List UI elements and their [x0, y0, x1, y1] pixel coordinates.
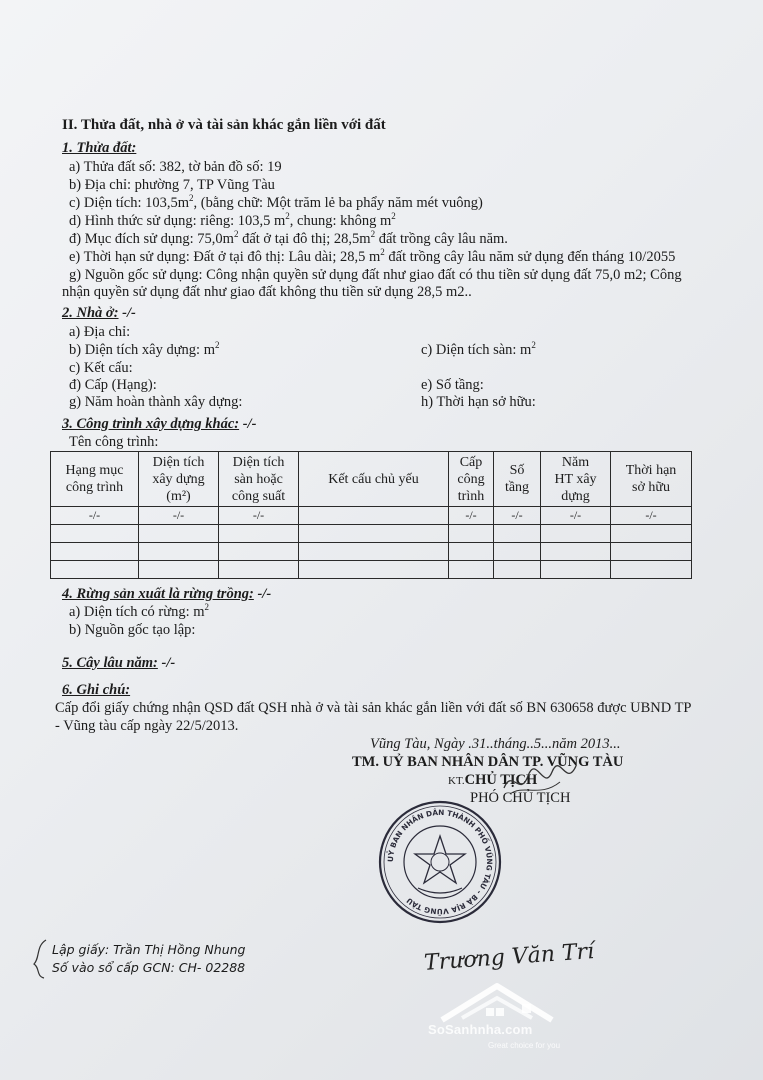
works-table-header: [51, 452, 692, 507]
table-cell: [449, 543, 494, 561]
land-item-e: e) Thời hạn sử dụng: Đất ở tại đô thị: Lâu dài; 28,5 $m^2$ đất trồng cây lâu năm sử dụng đến tháng 10/2055: [69, 247, 676, 265]
table-cell: [494, 543, 541, 561]
table-row: [51, 543, 692, 561]
watermark-tagline: Great choice for you: [488, 1041, 561, 1050]
table-cell: [139, 543, 219, 561]
col-header: Năm HT xây dựng: [541, 452, 611, 507]
table-cell: [299, 543, 449, 561]
table-cell: -/-: [541, 507, 611, 525]
works-heading-row: 3. Công trình xây dựng khác: -/-: [62, 416, 257, 432]
table-cell: [611, 525, 692, 543]
table-row: [51, 525, 692, 543]
forest-heading: 4. Rừng sản xuất là rừng trồng:: [62, 586, 254, 602]
bracket-mark-icon: [30, 936, 50, 981]
forest-item-b: b) Nguồn gốc tạo lập:: [69, 622, 196, 638]
table-cell: -/-: [494, 507, 541, 525]
signoff-title: KT.CHỦ TỊCH: [448, 772, 538, 788]
col-header: Số tầng: [494, 452, 541, 507]
land-item-b: b) Địa chỉ: phường 7, TP Vũng Tàu: [69, 177, 275, 193]
table-row: [51, 507, 692, 525]
table-cell: -/-: [449, 507, 494, 525]
works-name-label: Tên công trình:: [69, 434, 159, 450]
table-cell: [449, 525, 494, 543]
house-item-c-floor: c) Diện tích sàn: $m^2$: [421, 340, 536, 358]
table-cell: [299, 525, 449, 543]
table-cell: [51, 561, 139, 579]
svg-text:UỶ BAN NHÂN DÂN THÀNH PHỐ VŨNG: UỶ BAN NHÂN DÂN THÀNH PHỐ VŨNG TÀU - BÀ RỊA VŨNG TÀU: [385, 807, 495, 917]
watermark-brand: SoSanhnha.com: [428, 1022, 533, 1037]
signoff-subtitle: PHÓ CHỦ TỊCH: [470, 790, 571, 806]
col-header: Hạng mục công trình: [51, 452, 139, 507]
land-item-a: a) Thửa đất số: 382, tờ bản đồ số: 19: [69, 159, 282, 175]
signer-signature: Trương Văn Trí: [423, 939, 595, 976]
house-item-a: a) Địa chỉ:: [69, 324, 131, 340]
house-heading: 2. Nhà ở:: [62, 305, 119, 321]
house-item-e: e) Số tầng:: [421, 377, 484, 393]
perennial-heading: 5. Cây lâu năm:: [62, 655, 158, 671]
signoff-date: Vũng Tàu, Ngày .31..tháng..5...năm 2013...: [370, 736, 621, 752]
land-item-d: d) Hình thức sử dụng: riêng: 103,5 $m^2$, chung: không $m^2$: [69, 211, 396, 229]
house-item-c-structure: c) Kết cấu:: [69, 360, 133, 376]
house-item-g: g) Năm hoàn thành xây dựng:: [69, 394, 243, 410]
official-seal-icon: [378, 800, 502, 924]
table-cell: [449, 561, 494, 579]
table-cell: -/-: [219, 507, 299, 525]
works-heading: 3. Công trình xây dựng khác:: [62, 416, 240, 432]
table-cell: [494, 525, 541, 543]
table-cell: [299, 561, 449, 579]
house-item-b: b) Diện tích xây dựng: $m^2$: [69, 340, 220, 358]
col-header: Thời hạn sở hữu: [611, 452, 692, 507]
forest-item-a: a) Diện tích có rừng: $m^2$: [69, 602, 209, 620]
table-row: [51, 561, 692, 579]
table-cell: [51, 525, 139, 543]
house-item-h: h) Thời hạn sở hữu:: [421, 394, 536, 410]
table-cell: [541, 543, 611, 561]
col-header: Kết cấu chủ yếu: [299, 452, 449, 507]
forest-heading-row: 4. Rừng sản xuất là rừng trồng: -/-: [62, 586, 272, 602]
prepared-by: Lập giấy: Trần Thị Hồng Nhung: [52, 942, 246, 957]
house-item-d: đ) Cấp (Hạng):: [69, 377, 157, 393]
table-cell: [541, 525, 611, 543]
land-item-dd: đ) Mục đích sử dụng: $75,0m^2$ đất ở tại đô thị; $28,5m^2$ đất trồng cây lâu năm.: [69, 229, 508, 247]
table-cell: [611, 561, 692, 579]
land-item-c: c) Diện tích: $103,5m^2$, (bằng chữ: Một trăm lẻ ba phẩy năm mét vuông): [69, 193, 483, 211]
table-cell: [219, 525, 299, 543]
perennial-heading-row: 5. Cây lâu năm: -/-: [62, 655, 176, 671]
table-cell: [139, 561, 219, 579]
table-cell: [299, 507, 449, 525]
table-cell: -/-: [51, 507, 139, 525]
col-header: Diện tích sàn hoặc công suất: [219, 452, 299, 507]
notes-line-2: - Vũng tàu cấp ngày 22/5/2013.: [55, 718, 239, 734]
land-heading: 1. Thửa đất:: [62, 140, 137, 156]
table-cell: [219, 561, 299, 579]
table-cell: [494, 561, 541, 579]
col-header: Cấp công trình: [449, 452, 494, 507]
table-cell: [611, 543, 692, 561]
works-table: [50, 451, 692, 579]
notes-line-1: Cấp đổi giấy chứng nhận QSD đất QSH nhà ở và tài sản khác gắn liền với đất số BN 630658 được UBND TP: [55, 700, 692, 716]
table-cell: -/-: [139, 507, 219, 525]
table-cell: -/-: [611, 507, 692, 525]
house-heading-row: 2. Nhà ở: -/-: [62, 305, 136, 321]
register-number: Số vào sổ cấp GCN: CH- 02288: [52, 960, 246, 975]
signoff-org: TM. UỶ BAN NHÂN DÂN TP. VŨNG TÀU: [352, 754, 624, 770]
table-cell: [541, 561, 611, 579]
table-cell: [51, 543, 139, 561]
section-title: II. Thửa đất, nhà ở và tài sản khác gắn liền với đất: [62, 117, 386, 133]
table-cell: [219, 543, 299, 561]
signature-scribble-icon: [500, 758, 580, 803]
land-item-g-line1: g) Nguồn gốc sử dụng: Công nhận quyền sử dụng đất như giao đất có thu tiền sử dụng đất 75,0 m2; Công: [69, 267, 682, 283]
notes-heading: 6. Ghi chú:: [62, 682, 131, 698]
col-header: Diện tích xây dựng (m²): [139, 452, 219, 507]
table-cell: [139, 525, 219, 543]
land-item-g-line2: nhận quyền sử dụng đất như giao đất không thu tiền sử dụng 28,5 m2..: [62, 284, 472, 300]
